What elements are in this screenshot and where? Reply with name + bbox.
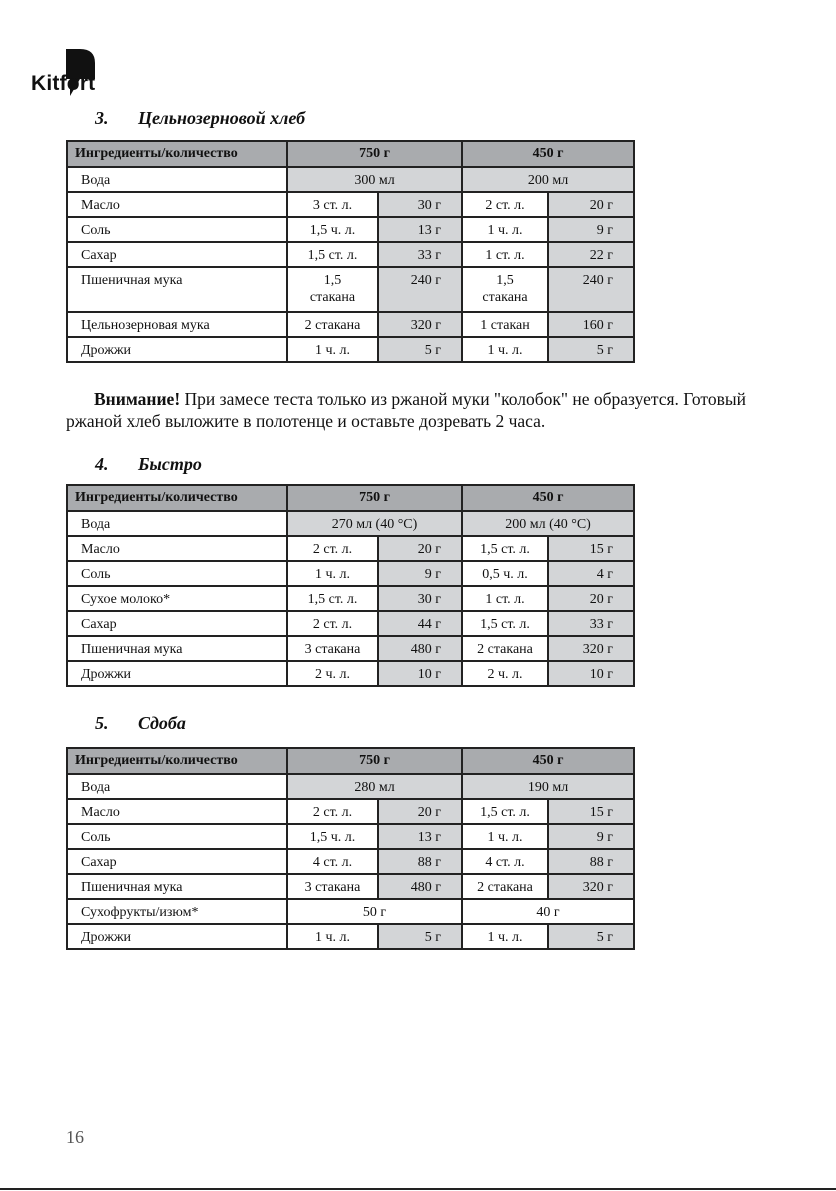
- table-row: Пшеничная мука 1,5 стакана 240 г 1,5 стакана 240 г: [67, 267, 634, 312]
- table-row: Вода 280 мл 190 мл: [67, 774, 634, 799]
- section-title-3: 3. Цельнозерновой хлеб: [95, 108, 306, 128]
- recipe-table-4: [66, 484, 635, 687]
- table-row: Вода 270 мл (40 °C) 200 мл (40 °C): [67, 511, 634, 536]
- page-number: 16: [66, 1127, 84, 1147]
- page-bottom-rule: [0, 1188, 836, 1190]
- brand-name: Kitfort: [31, 72, 96, 95]
- table-row: Дрожжи 1 ч. л. 5 г 1 ч. л. 5 г: [67, 337, 634, 362]
- table-row: Дрожжи 2 ч. л. 10 г 2 ч. л. 10 г: [67, 661, 634, 686]
- table-row: Пшеничная мука 3 стакана 480 г 2 стакана 320 г: [67, 874, 634, 899]
- table-row: Сахар 4 ст. л. 88 г 4 ст. л. 88 г: [67, 849, 634, 874]
- table-row: Сухофрукты/изюм* 50 г 40 г: [67, 899, 634, 924]
- table-header-row: [67, 141, 634, 167]
- note-text: При замесе теста только из ржаной муки "колобок" не образуется. Готовый ржаной хлеб выложите в полотенце и оставьте дозревать 2 часа.: [66, 389, 746, 431]
- table-header-row: Ингредиенты/количество 750 г 450 г: [67, 485, 634, 511]
- header-750: 750 г: [287, 141, 462, 167]
- table-header-row: Ингредиенты/количество 750 г 450 г: [67, 748, 634, 774]
- table-row: Соль 1,5 ч. л. 13 г 1 ч. л. 9 г: [67, 217, 634, 242]
- recipe-table-5: [66, 747, 635, 950]
- table-row: Соль 1,5 ч. л. 13 г 1 ч. л. 9 г: [67, 824, 634, 849]
- table-row: Сухое молоко* 1,5 ст. л. 30 г 1 ст. л. 20 г: [67, 586, 634, 611]
- table-row: Масло 2 ст. л. 20 г 1,5 ст. л. 15 г: [67, 536, 634, 561]
- header-ingredients: Ингредиенты/количество: [67, 141, 287, 167]
- table-row: Пшеничная мука 3 стакана 480 г 2 стакана 320 г: [67, 636, 634, 661]
- table-row: Сахар 1,5 ст. л. 33 г 1 ст. л. 22 г: [67, 242, 634, 267]
- section-title-4: 4. Быстро: [95, 454, 202, 474]
- table-row: Цельнозерновая мука 2 стакана 320 г 1 стакан 160 г: [67, 312, 634, 337]
- table-row: Масло 2 ст. л. 20 г 1,5 ст. л. 15 г: [67, 799, 634, 824]
- section-title-5: 5. Сдоба: [95, 713, 186, 733]
- note-bold: Внимание!: [94, 389, 181, 409]
- table-row: Масло 3 ст. л. 30 г 2 ст. л. 20 г: [67, 192, 634, 217]
- header-450: 450 г: [462, 141, 634, 167]
- attention-note: [66, 388, 781, 432]
- recipe-table-3: [66, 140, 635, 363]
- table-row: Соль 1 ч. л. 9 г 0,5 ч. л. 4 г: [67, 561, 634, 586]
- table-row: Дрожжи 1 ч. л. 5 г 1 ч. л. 5 г: [67, 924, 634, 949]
- table-row: Сахар 2 ст. л. 44 г 1,5 ст. л. 33 г: [67, 611, 634, 636]
- table-row: Вода 300 мл 200 мл: [67, 167, 634, 192]
